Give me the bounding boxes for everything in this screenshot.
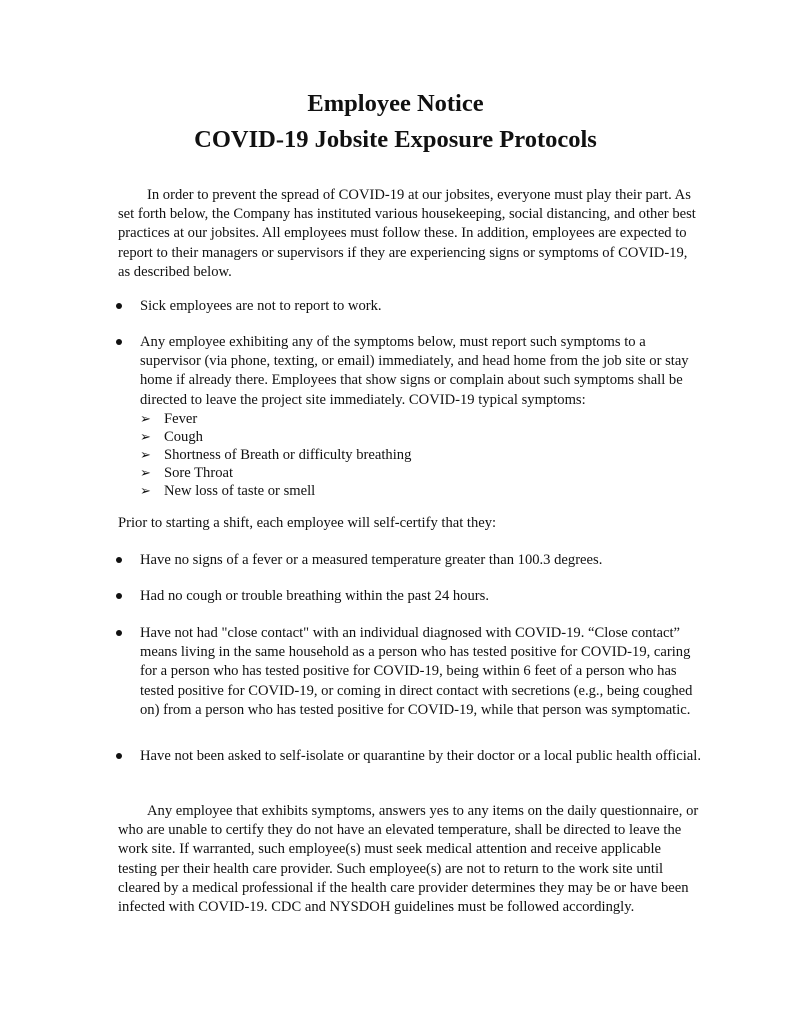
title-line-1: Employee Notice	[307, 90, 484, 117]
bullet-text: Any employee exhibiting any of the symptoms below, must report such symptoms to a supervisor (via phone, texting, or email) immediately, and head home from the job site or stay home if already there. Employees that show signs or complain about such symptoms shall be directed to leave the project site immediately. COVID-19 typical symptoms:	[140, 334, 689, 408]
certify-intro: Prior to starting a shift, each employee will self-certify that they:	[118, 515, 497, 531]
arrow-bullet-icon: ➢	[140, 446, 151, 462]
arrow-bullet-icon: ➢	[140, 482, 151, 498]
bullet-self-isolate	[140, 747, 705, 766]
bullet-dot-icon	[116, 339, 122, 345]
symptom-item: ➢ Shortness of Breath or difficulty breathing	[140, 446, 412, 463]
bullet-dot-icon	[116, 753, 122, 759]
symptom-item: ➢ Fever	[140, 410, 198, 427]
intro-paragraph: In order to prevent the spread of COVID-19 at our jobsites, everyone must play their part. As set forth below, the Company has instituted various housekeeping, social distancing, and other best practices at our jobsites. All employees must follow these. In addition, employees are expected to report to their managers or supervisors if they are experiencing signs or symptoms of COVID-19, as described below.	[118, 187, 696, 280]
bullet-dot-icon	[116, 630, 122, 636]
bullet-dot-icon	[116, 557, 122, 563]
closing-paragraph: Any employee that exhibits symptoms, answers yes to any items on the daily questionnaire, or who are unable to certify they do not have an elevated temperature, shall be directed to leave the work site. If warranted, such employee(s) must seek medical attention and receive applicable testing per their health care provider. Such employee(s) are not to return to the work site until cleared by a medical professional if the health care provider determines they may be or have been infected with COVID-19. CDC and NYSDOH guidelines must be followed accordingly.	[118, 803, 699, 916]
symptom-item: ➢ New loss of taste or smell	[140, 482, 316, 499]
bullet-close-contact	[140, 624, 705, 720]
bullet-text: Have no signs of a fever or a measured temperature greater than 100.3 degrees.	[140, 552, 603, 568]
symptom-item: ➢ Sore Throat	[140, 464, 234, 481]
symptom-list	[140, 410, 705, 500]
arrow-bullet-icon: ➢	[140, 464, 151, 480]
bullet-no-fever	[140, 551, 705, 570]
bullet-text: Had no cough or trouble breathing within the past 24 hours.	[140, 588, 489, 604]
arrow-bullet-icon: ➢	[140, 428, 151, 444]
symptom-item: ➢ Cough	[140, 428, 203, 445]
bullet-sick-employees	[140, 297, 705, 316]
bullet-report-symptoms	[140, 333, 705, 500]
bullet-dot-icon	[116, 593, 122, 599]
bullet-text: Have not been asked to self-isolate or quarantine by their doctor or a local public health official.	[140, 748, 701, 764]
bullet-dot-icon	[116, 303, 122, 309]
arrow-bullet-icon: ➢	[140, 410, 151, 426]
title-line-2: COVID-19 Jobsite Exposure Protocols	[194, 126, 597, 153]
bullet-no-cough	[140, 587, 705, 606]
bullet-text: Have not had "close contact" with an individual diagnosed with COVID-19. “Close contact” means living in the same household as a person who has tested positive for COVID-19, caring for a person who has tested positive for COVID-19, being within 6 feet of a person who has tested positive for COVID-19, or coming in direct contact with secretions (e.g., being coughed on) from a person who has tested positive for COVID-19, while that person was symptomatic.	[140, 625, 693, 718]
bullet-text: Sick employees are not to report to work.	[140, 298, 382, 314]
